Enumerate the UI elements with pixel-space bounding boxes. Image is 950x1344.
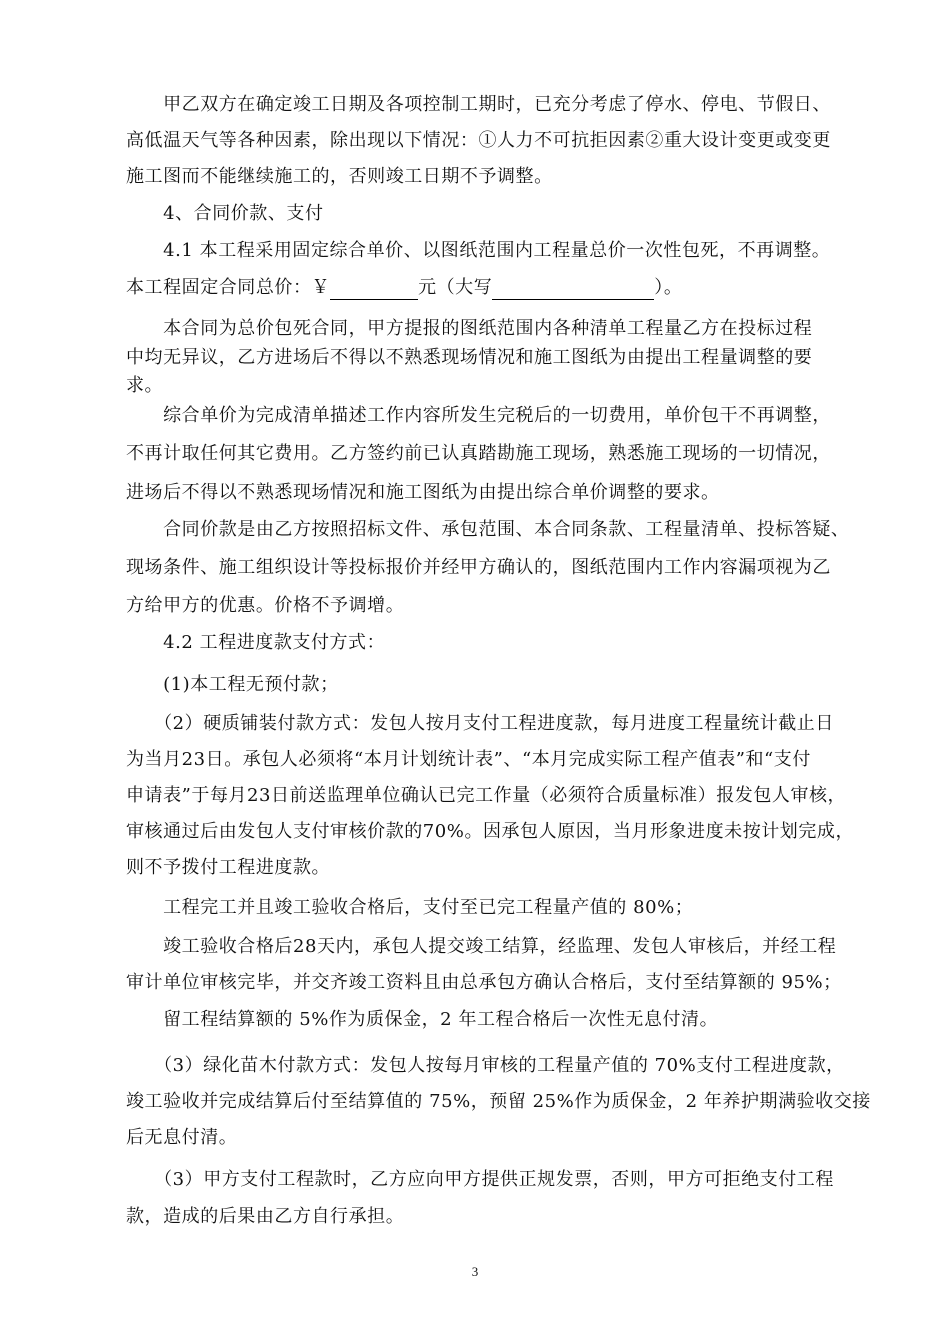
paragraph-line: 款，造成的后果由乙方自行承担。 (126, 1206, 405, 1227)
paragraph-line: 本合同为总价包死合同，甲方提报的图纸范围内各种清单工程量乙方在投标过程 (126, 318, 813, 339)
price-suffix: ）。 (654, 277, 683, 298)
paragraph-line: 高低温天气等各种因素，除出现以下情况：①人力不可抗拒因素②重大设计变更或变更 (126, 130, 831, 151)
paragraph-line: （3）绿化苗木付款方式：发包人按每月审核的工程量产值的 70%支付工程进度款， (126, 1055, 845, 1076)
paragraph-line: 工程完工并且竣工验收合格后，支付至已完工程量产值的 80%； (126, 897, 694, 918)
paragraph-line: 施工图而不能继续施工的，否则竣工日期不予调整。 (126, 166, 553, 187)
list-item: (1)本工程无预付款； (126, 674, 339, 695)
paragraph-line: 进场后不得以不熟悉现场情况和施工图纸为由提出综合单价调整的要求。 (126, 482, 720, 503)
paragraph-line: 审核通过后由发包人支付审核价款的70%。因承包人原因，当月形象进度未按计划完成， (126, 821, 855, 842)
paragraph-line: 留工程结算额的 5%作为质保金，2 年工程合格后一次性无息付清。 (126, 1009, 719, 1030)
paragraph-line: 不再计取任何其它费用。乙方签约前已认真踏勘施工现场，熟悉施工现场的一切情况， (126, 443, 831, 464)
paragraph-line: 审计单位审核完毕，并交齐竣工资料且由总承包方确认合格后，支付至结算额的 95%； (126, 972, 842, 993)
paragraph-line: 为当月23日。承包人必须将“本月计划统计表”、“本月完成实际工程产值表”和“支付 (126, 749, 811, 770)
paragraph-line: 求。 (126, 375, 164, 396)
section-heading: 4、合同价款、支付 (126, 203, 324, 224)
paragraph-line: （3）甲方支付工程款时，乙方应向甲方提供正规发票，否则，甲方可拒绝支付工程 (126, 1169, 834, 1190)
price-unit-label: 元（大写 (418, 277, 493, 298)
paragraph-line: 后无息付清。 (126, 1127, 238, 1148)
price-words-blank[interactable] (492, 279, 654, 300)
price-label: 本工程固定合同总价：￥ (126, 277, 331, 298)
paragraph-line: 现场条件、施工组织设计等投标报价并经甲方确认的，图纸范围内工作内容漏项视为乙 (126, 557, 831, 578)
paragraph-line: 竣工验收合格后28天内，承包人提交竣工结算，经监理、发包人审核后，并经工程 (126, 936, 837, 957)
paragraph-line: 合同价款是由乙方按照招标文件、承包范围、本合同条款、工程量清单、投标答疑、 (126, 519, 850, 540)
paragraph-line: 方给甲方的优惠。价格不予调增。 (126, 595, 405, 616)
clause-4-1: 4.1 本工程采用固定综合单价、以图纸范围内工程量总价一次性包死，不再调整。 (126, 240, 831, 261)
price-amount-blank[interactable] (330, 279, 418, 300)
contract-price-line (126, 276, 682, 300)
paragraph-line: 则不予拨付工程进度款。 (126, 857, 331, 878)
paragraph-line: 综合单价为完成清单描述工作内容所发生完税后的一切费用，单价包干不再调整， (126, 405, 831, 426)
clause-4-2: 4.2 工程进度款支付方式： (126, 632, 386, 653)
paragraph-line: 申请表”于每月23日前送监理单位确认已完工作量（必须符合质量标准）报发包人审核， (126, 785, 847, 806)
paragraph-line: 竣工验收并完成结算后付至结算值的 75%，预留 25%作为质保金，2 年养护期满验收交接 (126, 1091, 871, 1112)
paragraph-line: 甲乙双方在确定竣工日期及各项控制工期时，已充分考虑了停水、停电、节假日、 (126, 94, 831, 115)
paragraph-line: 中均无异议，乙方进场后不得以不熟悉现场情况和施工图纸为由提出工程量调整的要 (126, 347, 813, 368)
paragraph-line: （2）硬质铺装付款方式：发包人按月支付工程进度款，每月进度工程量统计截止日 (126, 713, 834, 734)
page-number: 3 (471, 1264, 479, 1279)
